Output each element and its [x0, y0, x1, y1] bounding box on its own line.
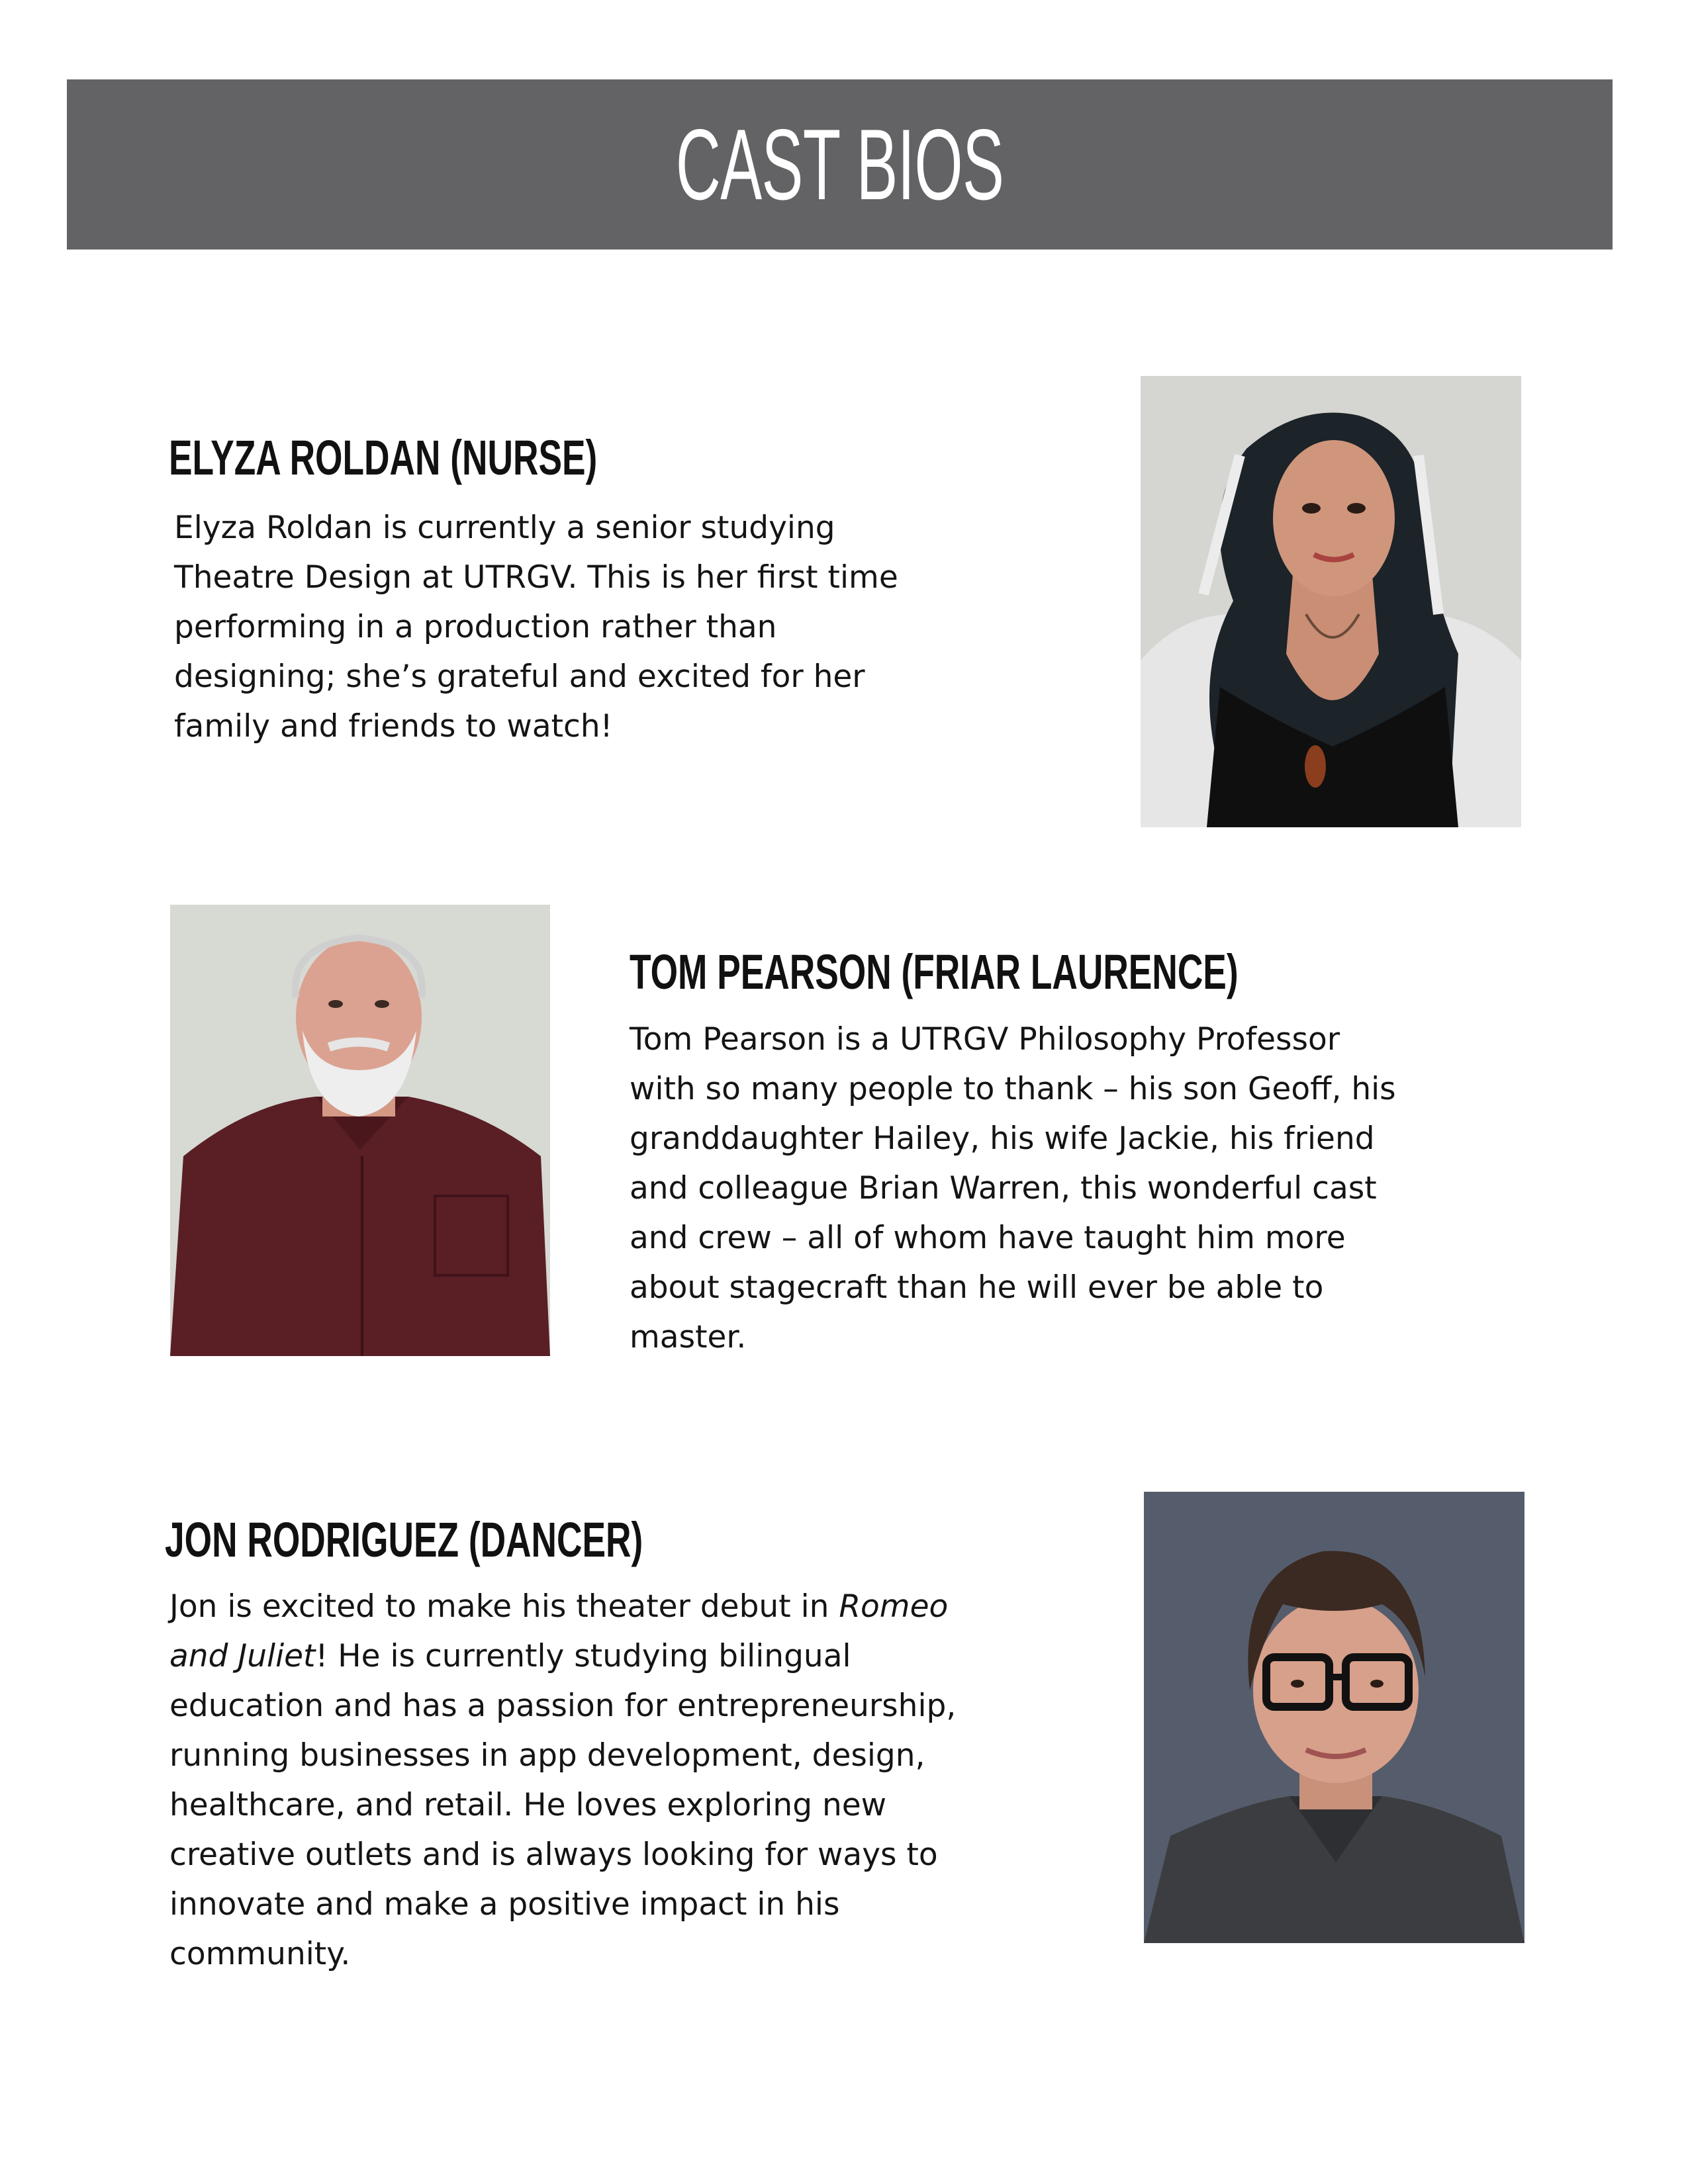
bio-line: creative outlets and is always looking for ways to — [169, 1837, 938, 1873]
bio-line: and colleague Brian Warren, this wonderful cast — [630, 1170, 1377, 1206]
bio-line: Tom Pearson is a UTRGV Philosophy Professor — [630, 1021, 1340, 1058]
bio-line: about stagecraft than he will ever be able to — [630, 1269, 1324, 1306]
bio-text: ! He is currently studying bilingual — [315, 1638, 851, 1674]
cast-bio-text — [174, 503, 898, 751]
bio-line: Elyza Roldan is currently a senior studying — [174, 510, 835, 546]
title-banner — [67, 79, 1613, 250]
bio-line — [169, 1582, 956, 1631]
cast-name: JON RODRIGUEZ (DANCER) — [165, 1512, 643, 1567]
bio-line: granddaughter Hailey, his wife Jackie, his friend — [630, 1120, 1375, 1157]
bio-text: Jon is excited to make his theater debut in — [169, 1588, 839, 1625]
bio-line: and crew – all of whom have taught him more — [630, 1220, 1346, 1256]
bio-line: running businesses in app development, design, — [169, 1737, 925, 1774]
headshot-photo — [170, 905, 550, 1356]
bio-line: Theatre Design at UTRGV. This is her first time — [174, 559, 898, 596]
bio-line: performing in a production rather than — [174, 609, 777, 645]
bio-line: designing; she’s grateful and excited for her — [174, 659, 865, 695]
play-title-italic: Romeo — [839, 1588, 949, 1625]
bio-line — [169, 1631, 956, 1681]
cast-bio-text — [169, 1582, 956, 1979]
bio-line: innovate and make a positive impact in his — [169, 1886, 840, 1923]
bio-line: education and has a passion for entrepreneurship, — [169, 1688, 957, 1724]
cast-name: TOM PEARSON (FRIAR LAURENCE) — [630, 944, 1239, 999]
bio-line: community. — [169, 1936, 351, 1972]
headshot-photo — [1141, 376, 1521, 827]
bio-line: master. — [630, 1319, 747, 1355]
cast-name: ELYZA ROLDAN (NURSE) — [169, 430, 598, 485]
bio-line: family and friends to watch! — [174, 708, 613, 745]
headshot-photo — [1144, 1492, 1524, 1943]
bio-line: with so many people to thank – his son Geoff, his — [630, 1071, 1396, 1107]
play-title-italic: and Juliet — [169, 1638, 316, 1674]
bio-line: healthcare, and retail. He loves exploring new — [169, 1787, 887, 1823]
page-title: CAST BIOS — [675, 108, 1004, 221]
cast-bio-text — [630, 1015, 1396, 1362]
